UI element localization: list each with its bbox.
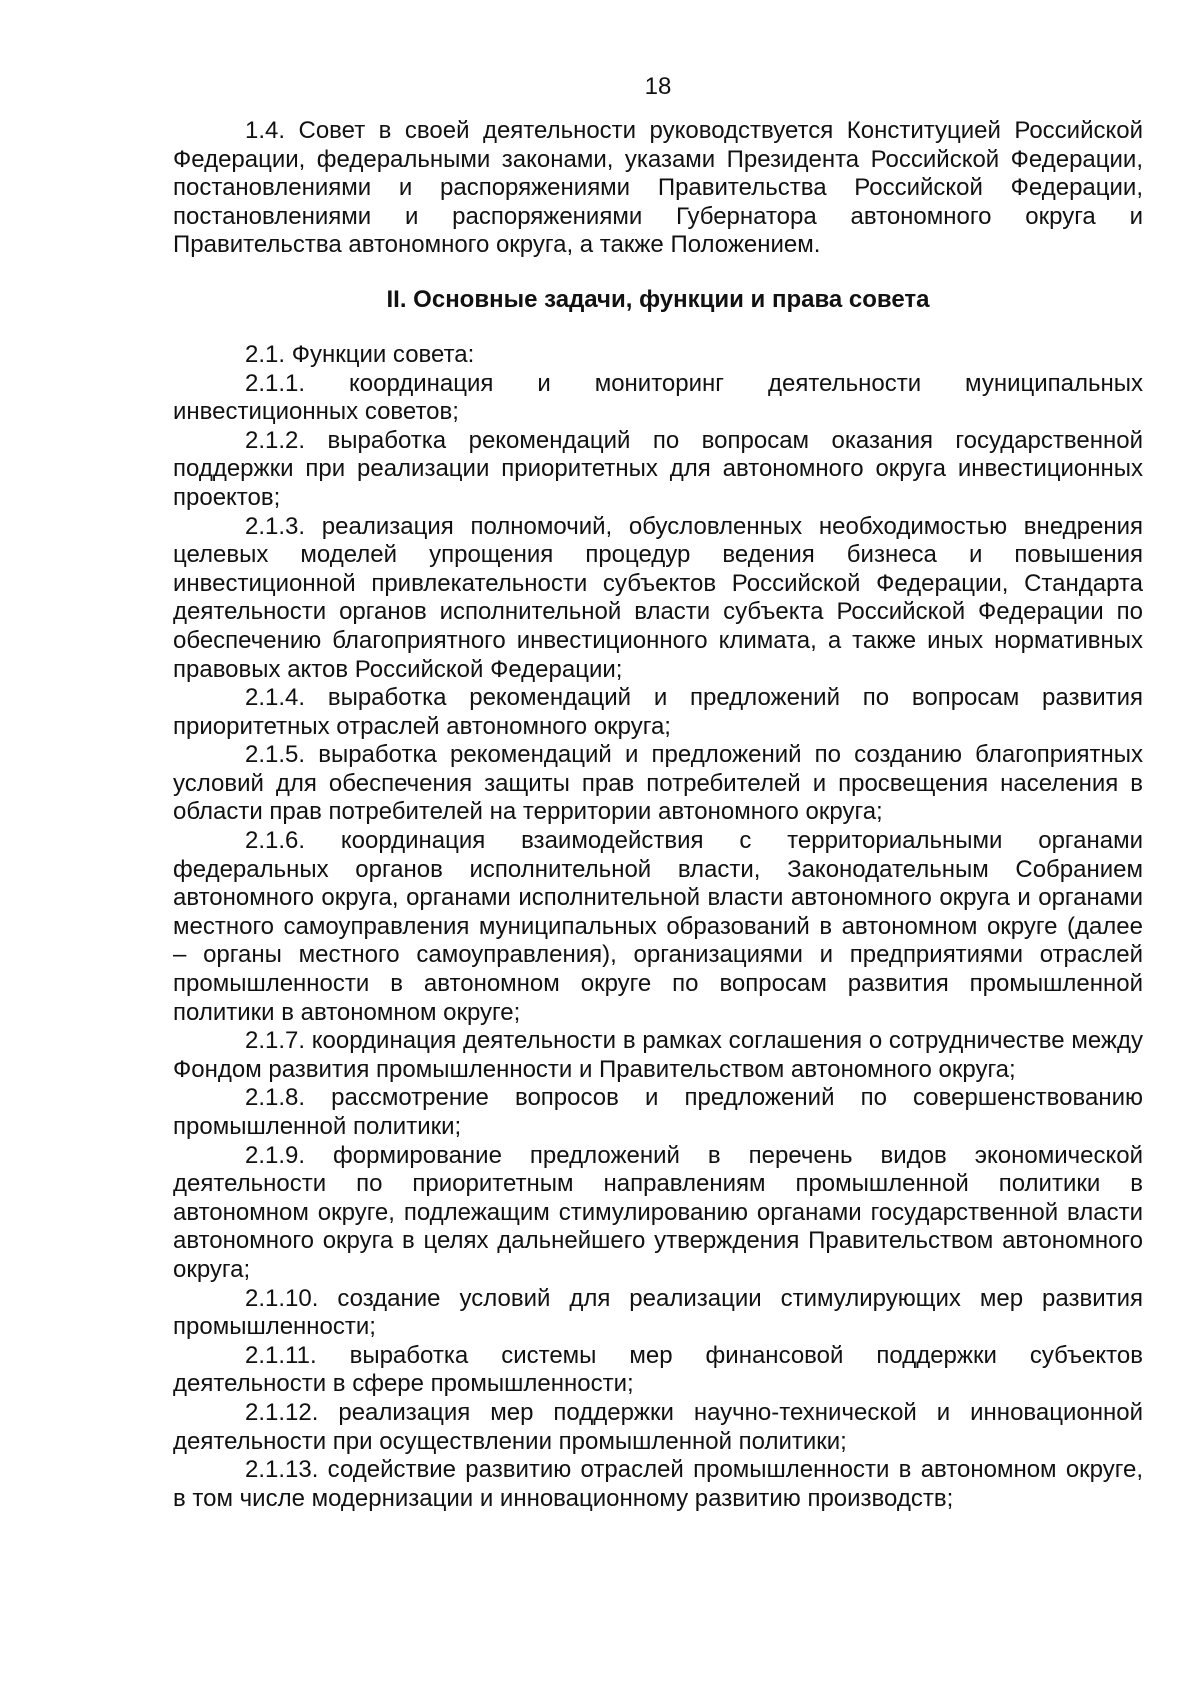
paragraph-2-1-2: 2.1.2. выработка рекомендаций по вопросам оказания государственной поддержки при реализации приоритетных для автономного округа инвестиционных проектов; bbox=[173, 426, 1143, 511]
paragraph-1-4: 1.4. Совет в своей деятельности руководствуется Конституцией Российской Федерации, федеральными законами, указами Президента Российской Федерации, постановлениями и распоряжениями Правительства Российской Федерации, постановлениями и распоряжениями Губернатора автономного округа и Правительства автономного округа, а также Положением. bbox=[173, 117, 1143, 259]
paragraph-2-1-3: 2.1.3. реализация полномочий, обусловленных необходимостью внедрения целевых моделей упрощения процедур ведения бизнеса и повышения инвестиционной привлекательности субъектов Российской Федерации, Стандарта деятельности органов исполнительной власти субъекта Российской Федерации по обеспечению благоприятного инвестиционного климата, а также иных нормативных правовых актов Российской Федерации; bbox=[173, 512, 1143, 683]
paragraph-2-1-7: 2.1.7. координация деятельности в рамках соглашения о сотрудничестве между Фондом развития промышленности и Правительством автономного округа; bbox=[173, 1027, 1143, 1083]
paragraph-2-1: 2.1. Функции совета: bbox=[245, 340, 475, 368]
document-page bbox=[173, 60, 1143, 1513]
paragraph-2-1-10: 2.1.10. создание условий для реализации стимулирующих мер развития промышленности; bbox=[173, 1284, 1143, 1341]
paragraph-2-1-8: 2.1.8. рассмотрение вопросов и предложений по совершенствованию промышленной политики; bbox=[173, 1084, 1143, 1140]
paragraph-2-1-9: 2.1.9. формирование предложений в перечень видов экономической деятельности по приоритетным направлениям промышленной политики в автономном округе, подлежащим стимулированию органами государственной власти автономного округа в целях дальнейшего утверждения Правительством автономного округа; bbox=[173, 1141, 1143, 1283]
paragraph-2-1-6: 2.1.6. координация взаимодействия с территориальными органами федеральных органов исполнительной власти, Законодательным Собранием автономного округа, органами исполнительной власти автономного округа и органами местного самоуправления муниципальных образований в автономном округе (далее – органы местного самоуправления), организациями и предприятиями отраслей промышленности в автономном округе по вопросам развития промышленной политики в автономном округе; bbox=[173, 827, 1143, 1026]
paragraph-2-1-13: 2.1.13. содействие развитию отраслей промышленности в автономном округе, в том числе модернизации и инновационному развитию производств; bbox=[173, 1456, 1143, 1512]
page-number: 18 bbox=[644, 73, 672, 100]
paragraph-2-1-4: 2.1.4. выработка рекомендаций и предложений по вопросам развития приоритетных отраслей автономного округа; bbox=[173, 684, 1143, 740]
paragraph-2-1-11: 2.1.11. выработка системы мер финансовой поддержки субъектов деятельности в сфере промышленности; bbox=[173, 1341, 1143, 1398]
paragraph-2-1-1: 2.1.1. координация и мониторинг деятельности муниципальных инвестиционных советов; bbox=[173, 369, 1143, 426]
section-heading: II. Основные задачи, функции и права совета bbox=[386, 285, 930, 313]
paragraph-2-1-5: 2.1.5. выработка рекомендаций и предложений по созданию благоприятных условий для обеспечения защиты прав потребителей и просвещения населения в области прав потребителей на территории автономного округа; bbox=[173, 741, 1143, 826]
paragraph-2-1-12: 2.1.12. реализация мер поддержки научно-технической и инновационной деятельности при осуществлении промышленной политики; bbox=[173, 1398, 1143, 1455]
